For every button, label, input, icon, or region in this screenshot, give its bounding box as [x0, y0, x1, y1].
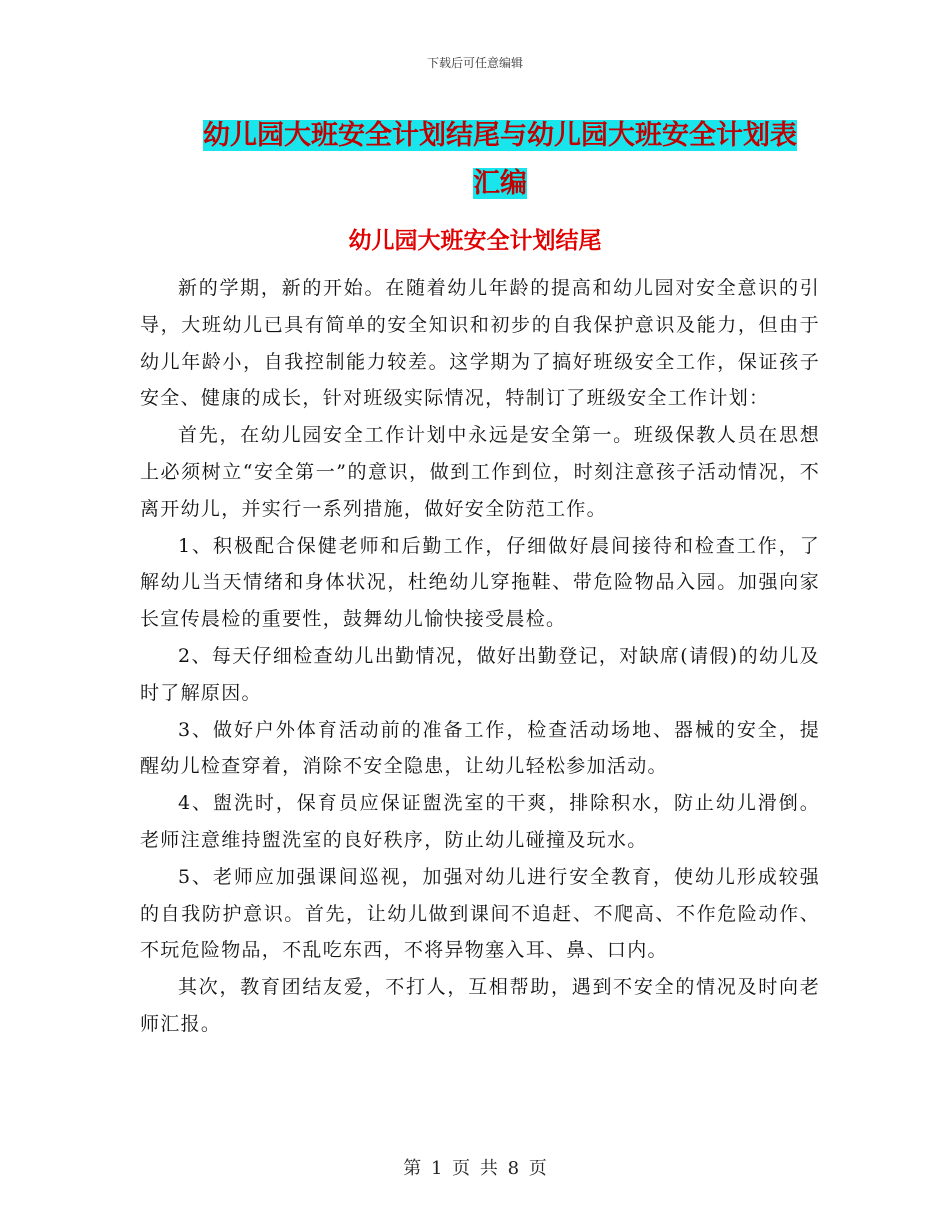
paragraph-item-5: 5、老师应加强课间巡视，加强对幼儿进行安全教育，使幼儿形成较强的自我防护意识。首先，让幼儿做到课间不追赶、不爬高、不作危险动作、不玩危险物品，不乱吃东西，不将异物塞入耳、鼻、口内。: [140, 865, 820, 962]
paragraph-first: 首先，在幼儿园安全工作计划中永远是安全第一。班级保教人员在思想上必须树立“安全第一”的意识，做到工作到位，时刻注意孩子活动情况，不离开幼儿，并实行一系列措施，做好安全防范工作。: [140, 424, 820, 520]
paragraph-item-4: 4、盥洗时，保育员应保证盥洗室的干爽，排除积水，防止幼儿滑倒。老师注意维持盥洗室的良好秩序，防止幼儿碰撞及玩水。: [140, 792, 820, 851]
paragraph-intro: 新的学期，新的开始。在随着幼儿年龄的提高和幼儿园对安全意识的引导，大班幼儿已具有简单的安全知识和初步的自我保护意识及能力，但由于幼儿年龄小，自我控制能力较差。这学期为了搞好班级安全工作，保证孩子安全、健康的成长，针对班级实际情况，特制订了班级安全工作计划：: [140, 277, 820, 410]
section-title: 幼儿园大班安全计划结尾: [348, 228, 602, 254]
header-note: 下载后可任意编辑: [426, 56, 523, 70]
paragraph-item-3: 3、做好户外体育活动前的准备工作，检查活动场地、器械的安全，提醒幼儿检查穿着，消除不安全隐患，让幼儿轻松参加活动。: [140, 718, 820, 778]
document-title-text: 幼儿园大班安全计划结尾与幼儿园大班安全计划表汇编: [203, 120, 797, 199]
paragraph-item-2: 2、每天仔细检查幼儿出勤情况，做好出勤登记，对缺席(请假)的幼儿及时了解原因。: [140, 644, 820, 704]
paragraph-second: 其次，教育团结友爱，不打人，互相帮助，遇到不安全的情况及时向老师汇报。: [140, 976, 820, 1035]
paragraph-item-1: 1、积极配合保健老师和后勤工作，仔细做好晨间接待和检查工作，了解幼儿当天情绪和身体状况，杜绝幼儿穿拖鞋、带危险物品入园。加强向家长宣传晨检的重要性，鼓舞幼儿愉快接受晨检。: [140, 534, 820, 631]
document-body: [140, 270, 820, 1043]
page-footer: 第 1 页 共 8 页: [403, 1158, 547, 1179]
document-title: [190, 112, 810, 208]
